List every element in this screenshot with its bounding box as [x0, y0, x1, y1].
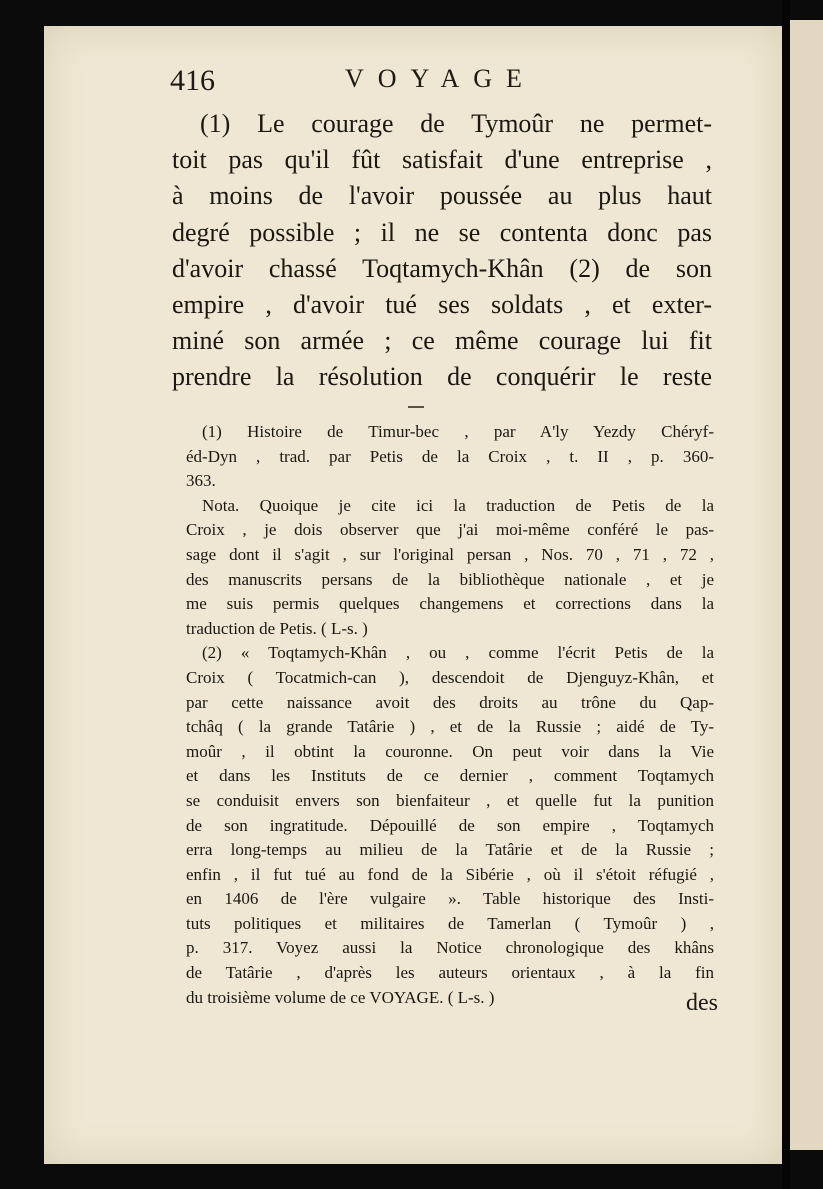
footnote-line: traduction de Petis. ( L-s. ) [186, 618, 368, 638]
footnote-line: Croix , je dois observer que j'ai moi-même conféré le pas- [186, 520, 714, 540]
page-number: 416 [170, 64, 215, 97]
main-text-line: à moins de l'avoir poussée au plus haut [172, 181, 712, 211]
footnote-line: de son ingratitude. Dépouillé de son empire , Toqtamych [186, 815, 714, 835]
footnote-line: me suis permis quelques changemens et corrections dans la [186, 594, 714, 614]
footnote-line: enfin , il fut tué au fond de la Sibérie , où il s'étoit réfugié , [186, 864, 714, 884]
main-text-block [172, 106, 712, 396]
footnote-line: tchâq ( la grande Tatârie ) , et de la Russie ; aidé de Ty- [186, 717, 714, 737]
main-text-line: toit pas qu'il fût satisfait d'une entreprise , [172, 145, 712, 175]
footnote-line: tuts politiques et militaires de Tamerlan ( Tymoûr ) , [186, 913, 714, 933]
page-gutter [782, 0, 790, 1189]
footnote-line: moûr , il obtint la couronne. On peut voir dans la Vie [186, 741, 714, 761]
main-text-line: empire , d'avoir tué ses soldats , et exter- [172, 290, 712, 320]
facing-page-edge [790, 20, 823, 1150]
footnote-line: du troisième volume de ce VOYAGE. ( L-s. ) [186, 987, 495, 1007]
main-text-line: prendre la résolution de conquérir le reste [172, 362, 712, 392]
running-title: VOYAGE [345, 64, 536, 93]
footnote-line: p. 317. Voyez aussi la Notice chronologique des khâns [186, 938, 714, 958]
footnote-separator [408, 406, 424, 408]
footnote-line: 363. [186, 471, 216, 491]
catchword: des [686, 990, 718, 1016]
footnote-line: de Tatârie , d'après les auteurs orientaux , à la fin [186, 963, 714, 983]
footnote-line: en 1406 de l'ère vulgaire ». Table historique des Insti- [186, 889, 714, 909]
page-header [170, 62, 730, 102]
footnote-line: (1) Histoire de Timur-bec , par A'ly Yezdy Chéryf- [202, 422, 714, 441]
main-text-line: (1) Le courage de Tymoûr ne permet- [200, 109, 712, 138]
footnote-line: par cette naissance avoit des droits au trône du Qap- [186, 692, 714, 712]
footnote-line: se conduisit envers son bienfaiteur , et quelle fut la punition [186, 790, 714, 810]
footnote-line: éd-Dyn , trad. par Petis de la Croix , t. II , p. 360- [186, 446, 714, 466]
footnote-line: (2) « Toqtamych-Khân , ou , comme l'écrit Petis de la [202, 643, 714, 663]
footnote-line: erra long-temps au milieu de la Tatârie et de la Russie ; [186, 840, 714, 860]
footnote-line: des manuscrits persans de la bibliothèque nationale , et je [186, 569, 714, 589]
main-text-line: miné son armée ; ce même courage lui fit [172, 326, 712, 356]
main-text-line: degré possible ; il ne se contenta donc pas [172, 217, 712, 247]
footnote-line: Nota. Quoique je cite ici la traduction de Petis de la [202, 495, 714, 515]
main-text-line: d'avoir chassé Toqtamych-Khân (2) de son [172, 253, 712, 283]
footnote-line: Croix ( Tocatmich-can ), descendoit de Djenguyz-Khân, et [186, 667, 714, 687]
footnote-line: et dans les Instituts de ce dernier , comment Toqtamych [186, 766, 714, 786]
footnotes-block [186, 420, 714, 1010]
footnote-line: sage dont il s'agit , sur l'original persan , Nos. 70 , 71 , 72 , [186, 544, 714, 564]
